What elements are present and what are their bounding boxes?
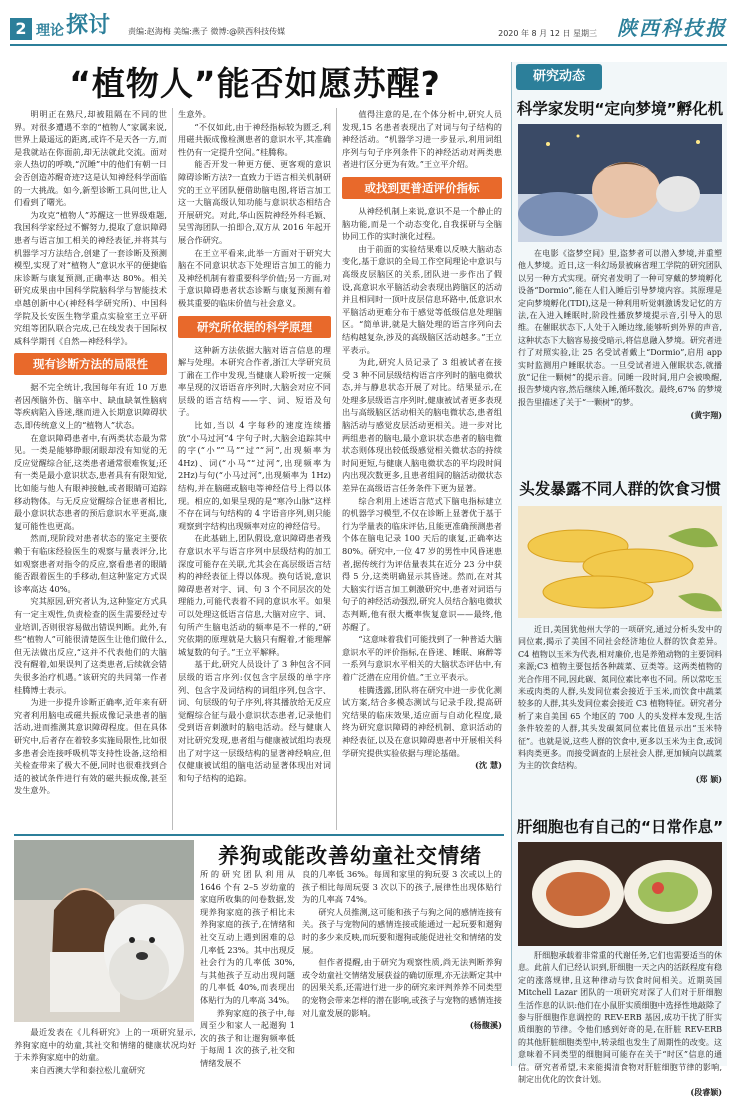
page-number: 2 [10,18,32,40]
subheading-evaluation: 或找到更普适评价指标 [342,177,502,199]
main-article-column-1 [14,108,167,830]
paragraph: 在此基础上,团队假设,意识障碍患者残存意识水平与语言序列中层级结构的加工深度可能存在关联,尤其会在高层级语言结构的神经表征上得以体现。换句话说,意识障碍患者对字、词、句 3 个不同层次的处理能力,可能代表着不同的意识水平。如果可以处理这低语言信息,大脑对应字、词、句所产生脑电活动的频率是不一样的,“研究依期的原理就是大脑只有醒着,才能理解城复数的句子。”王立平解释。 [178,533,331,657]
girl-with-dog-photo [14,840,194,1022]
paragraph: 基于此,研究人员设计了 3 种包含不同层级的语言序列:仅包含字层级的单字序列、包含字及词结构的词组序列,包含字、词、句层级的句子序列,将其播放给无反应觉醒综合征与最小意识状态患者,记录他们受到语音刺激时的脑电活动。经与健康人对比研究发现,患者组与健康被试组均表现出了对字这一层级结构的显著神经响应,但仅健康被试组的脑电活动显著体现出对词和句子结构的追踪。 [178,659,331,783]
bottom-article-caption [14,1026,196,1075]
paragraph: 能否开发一种更方便、更客观的意识障碍诊断方法?一直致力于语言相关机制研究的王立平团队便借助脑电图,将语言加工这一大脑高级认知功能与意识状态相结合开展研究。对此,华山医院神经外科毛颖、吴雪海团队一拍即合,双方从 2016 年起开展合作研究。 [178,159,331,245]
sleeping-child-photo [518,124,722,242]
paragraph: 在意识障碍患者中,有两类状态最为常见。一类是能够睁眼闭眼却没有知觉的无反应觉醒综合征,这类患者通常很难恢复;还有一类是最小意识状态,患者具有有限知觉,比如能与他人有眼神接触,或者眼睛可追踪移动物体。与无反应觉醒综合征患者相比,最小意识状态患者的预后意识水平更高,康复可能性也更高。 [14,432,167,531]
paragraph: 为此,研究人员记录了 3 组被试者在接受 3 种不同层级结构语言序列时的脑电微状态,并与静息状态开展了对比。结果显示,在处理多层级语言序列时,健康被试者更多表现出与高级脑区活动相关的脑电微状态,患者组脑活动与感觉皮层活动更相关。进一步对比两组患者的脑电,最小意识状态患者的脑电微状态则体现出较低级感觉相关微状态的持续时间更短,与健康人脑电微状态的平均段时间内出现次数更多,且患者组间的脑活动微状态差异在高级语言任务条件下更为显著。 [342,357,502,494]
section-label-tantao: 探讨 [66,13,111,38]
paragraph: 近日,美国犹他州大学的一项研究,通过分析头发中的同位素,揭示了美国不同社会经济地位人群的饮食差异。C4 植物以玉米为代表,相对廉价,也是养殖动物的主要饲料来源;C3 植物主要包括各种蔬菜、豆类等。这两类植物的光合作用不同,因此碳、氮同位素比率也不同。所以常吃玉米或肉类的人群,头发同位素会接近于玉米,而饮食中蔬菜较多的人群,其头发同位素会接近 C3 植物特征。研究者分析了来自美国 65 个地区的 700 人的头发样本发现,生活条件较差的人群,其头发碳氮同位素比值显示出“玉米特征”。也就是说,这些人群的饮食中,更多以玉米为主食,或饲料肉类更多。而接受调查的上层社会人群,更加倾向以蔬菜为主的饮食结构。 [518,625,722,771]
bottom-article-title: 养狗或能改善幼童社交情绪 [218,844,482,868]
bottom-article-column-2 [302,868,502,1064]
paragraph: 肝细胞承载着非常重的代谢任务,它们也需要适当的休息。此前人们已经认识到,肝细胞一天之内的活跃程度有稳定的涨落规律,且这种律动与饮食时间相关。近期英国 Mitchell Lazar 团队的一项研究对深了人们对于肝细胞生活作息的认识:他们在小鼠肝实质细胞中选择性地敲除了参与肝细胞作息调控的 REV-ERB 基因,成功干扰了肝实质细胞的节律。令他们感到好奇的是,在肝脏 REV-ERB 的其他肝脏细胞类型中,转录组也发生了周期性的改变。这意味着不同类型的细胞间可能存在关于“时区”信息的通信。研究者希望,未来能揭清食物对肝脏细胞节律的影响,制定出优化的饮食计划。 [518,951,722,1085]
editors-line: 责编:赵海梅 美编:燕子 微博:@陕西科技传媒 [128,27,286,36]
paragraph: 最近发表在《儿科研究》上的一项研究显示,养狗家庭中的幼童,其社交和情绪的健康状况均好于未养狗家庭中的幼童。 [14,1027,196,1063]
newspaper-name: 陕西科技报 [617,16,727,40]
byline: (郑 颖) [695,773,722,784]
paragraph: 来自西澳大学和泰拉松儿童研究 [30,1064,146,1075]
story-hair-title: 头发暴露不同人群的饮食习惯 [519,480,721,498]
story-dream-body [518,248,722,470]
column-divider [172,108,173,830]
main-article-column-3 [342,108,502,830]
paragraph: 所的研究团队利用从 1646 个有 2–5 岁幼童的家庭所收集的问卷数据,发现养狗家庭的孩子相比未养狗家庭的孩子,在情绪和社交互动上遇到困难的总几率低 23%。其中出现反社会行为的几率低 30%,与其他孩子互动出现问题的几率低 40%,而表现出体贴行为的几率高 34%。 [200,869,295,1005]
paragraph: 比如,当以 4 字每秒的速度连续播放“小马过河”4 字句子时,大脑会追踪其中的字(“小”“马”“过”“河”,出现频率为 4Hz)、词(“小马”“过河”,出现频率为 2Hz)与句(“小马过河”,出现频率为 1Hz)结构,并在脑磁或脑电等神经信号上得以体现。相应的,如果呈现的是“寒冷山脉”这样不存在词与句结构的 4 字语音序列,则只能观察到字结构出现频率对应的神经信号。 [178,420,331,531]
byline: (段睿颖) [690,1087,722,1098]
paragraph: 研究人员推测,这可能和孩子与狗之间的感情连接有关。孩子与宠物间的感情连接或能通过一起玩要和遛狗时的多少来反映,而玩要和遛狗或能促进社交和情绪的发展。 [302,906,502,955]
publication-date: 2020 年 8 月 12 日 星期三 [498,29,597,38]
masthead [10,6,727,46]
paragraph: 究其原因,研究者认为,这种鉴定方式具有一定主观性,负责检查的医生需要经过专业培训,否则很容易做出错误判断。此外,有些“植物人”可能很清楚医生让他们做什么,但无法做出反应,“这并不代表他们的大脑没有醒着,如果误判了这类患者,后续就会错失很多治疗机遇。”该研究的共同第一作者桂腾博士表示。 [14,596,167,695]
subheading-limitations: 现有诊断方法的局限性 [14,353,167,375]
paragraph: 但作者提醒,由于研究为观察性质,尚无法判断养狗或令幼童社交情绪发展获益的确切原理,亦无法断定其中的因果关系,还需进行进一步的研究来评判养养不同类型的宠物会带来怎样的潜在影响,或孩子与宠物的感情连接对儿童发展的影响。 [302,957,502,1018]
paragraph: 由于前面的实验结果难以反映大脑动态变化,基于意识的全局工作空间理论中意识与高级皮层脑区的关系,团队进一步作出了假设,高意识水平脑活动会表现出跨脑区的活动并且相同时一顶叶皮层信息环路中,低意识水平脑活动更难分布于感觉等低级信息处理脑区。“简单讲,就是大脑处理的语言序列向去结构越复杂,涉及的高级脑区活动越多。”王立平表示。 [342,243,502,355]
paragraph: 明明正在熟尺,却被阻隔在不同的世界。对很多遭遇不幸的“植物人”家属来说,世界上最遥远的距离,或许不是天各一方,而是我就站在你面前,却无法就此交流。面对亲人热切的呼唤,“沉睡”中的他们有朝一日会否创造苏醒奇迹?这是认知神经科学面临的一大挑战。如今,新型诊断工具问世,让人们看到了曙光。 [14,109,167,208]
main-article-column-2 [178,108,331,830]
subheading-principle: 研究所依据的科学原理 [178,316,331,338]
story-dream-title: 科学家发明“定向梦境”孵化机 [516,100,724,118]
paragraph: 然而,现阶段对患者状态的鉴定主要依赖于有临床经验医生的观察与量表评分,比如观察患者对指令的反应,察看患者的眼睛能否跟着医生的手移动,但这种鉴定方式误诊率高达 40%。 [14,533,167,594]
byline: (杨馥溪) [469,1020,502,1031]
paragraph: 良的几率低 36%。每周和家里的狗玩耍 3 次或以上的孩子相比每周玩耍 3 次以下的孩子,展律性出现体贴行为的几率高 74%。 [302,869,502,905]
bottom-article-rule [14,834,504,836]
paragraph: 从神经机制上来说,意识不是一个静止的脑功能,而是一个动态变化,自我探研与全脑协同工作的实时演化过程。 [342,205,502,242]
paragraph: 值得注意的是,在个体分析中,研究人员发现,15 名患者表现出了对词与句子结构的神经活动。“机器学习进一步显示,利用词组序列与句子序列条件下的神经活动对两类患者进行区分更为有效。”王立平介绍。 [342,109,502,170]
paragraph: “不仅如此,由于神经指标较为匮乏,利用磁共振成像检测患者的意识水平,其准确性仍有一定提升空间。”桂腾称。 [178,121,331,157]
food-photo [518,842,722,946]
paragraph: “这意味着我们可能找到了一种普适大脑意识水平的评价指标,在昏迷、睡眠、麻醉等一系列与意识水平相关的大脑状态评估中,有着广泛潜在应用价值。”王立平表示。 [342,634,502,682]
paragraph: 在电影《盗梦空间》里,盗梦者可以潜入梦境,并重塑他人梦境。近日,这一科幻场景被麻省理工学院的研究团队以另一种方式实现。研究者发明了一种可穿戴的梦境孵化设备“Dormio”,能在人们入睡后引导梦境内容。其原理是定向梦境孵化(TDI),这是一种利用听觉刺激诱发记忆的方法,在入进入睡眠时,阶段性播放梦境提示音,引导入的思维。在催眠状态下,人处于入睡边缘,能够听到外界的声音,这种状态下大脑容易接受暗示,将信息融入梦境。研究者进行了对照实验,让 25 名受试者戴上“Dormio”,启用 app 实时监测用户睡眠状态。一旦受试者进入催眠状态,就播放“记住一颗树”的提示音。同睡一段时间,用户会被唤醒,报告梦境内容,然后继续入睡,循环数次。最终,67% 的梦境报告里描述了关于“一颗树”的梦。 [518,249,722,407]
bottom-article-column-1 [200,868,295,1068]
section-label-lilun: 理论 [36,23,64,39]
story-hair-body [518,624,722,810]
paragraph: 在王立平看来,此举一方面对于研究大脑在不同意识状态下处理语言加工的能力及神经机制有着重要科学价值;另一方面,对于意识障碍患者状态诊断与康复预测有着极其重要的临床价值与社会意义。 [178,247,331,308]
research-news-sidebar [511,62,727,1098]
byline: (黄宇翔) [690,410,722,421]
paragraph: 养狗家庭的孩子中,每周至少和家人一起遛狗 1 次的孩子和让遛狗频率低于每周 1 次的孩子,社交和情绪发展不 [200,1007,295,1068]
paragraph: 为攻克“植物人”苏醒这一世界级难题,我国科学家经过不懈努力,提取了意识障碍患者与语言加工相关的神经表征,并将其与机器学习方法结合,创建了一套诊断及预测模型,实现了对“植物人”意识水平的便捷临床诊断与康复预测,正确率达 80%。相关研究成果由中国科学院脑科学与智能技术卓越创新中心(神经科学研究所)、中国科学院及长安医生物学重点实验室王立平研究组等团队联合完成,已在线发表于国际权威科学期刊《自然—神经科学》。 [14,209,167,346]
story-liver-body [518,950,722,1110]
paragraph: 桂腾透露,团队将在研究中进一步优化测试方案,结合多模态测试与记录手段,提高研究结果的临床效果,适应面与自动化程度,最终为研究意识障碍的神经机制、意识活动的神经表征,以及在意识障碍患者中开展相关科学研究提供实验依据与理论基础。 [342,684,502,758]
paragraph: 为进一步提升诊断正确率,近年来有研究者利用脑电或磁共振成像记录患者的脑活动,进而推测其意识障碍程度。但在具体研究中,后者存在着较多实施局限性,比如很多患者会连接呼吸机等支持性设备,这给相关检查带来了极大不便,同时也很难找到合适的被试条件进行有效的磁共振成像,甚至发生意外。 [14,697,167,796]
paragraph: 这种新方法依据大脑对语言信息的理解与处理。本研究合作者,浙江大学研究员丁鼐在工作中发现,当健康人聆听按一定频率呈现的汉语语音序列时,大脑会对应不同层级的语言结构——字、词、短语及句子。 [178,344,331,418]
paragraph: 据不完全统计,我国每年有近 10 万患者因颅脑外伤、脑卒中、缺血缺氧性脑病等疾病陷入昏迷,继而进入长期意识障碍状态,即传统意义上的“植物人”状态。 [14,382,167,431]
corn-photo [518,506,722,618]
paragraph: 生意外。 [178,109,211,119]
paragraph: 综合利用上述语言范式下脑电指标建立的机器学习模型,不仅在诊断上显著优于基于行为学量表的临床评估,且能更准确预测患者个体在脑电记录 100 天后的康复,正确率达 80%。研究中,一位 47 岁的男性中风昏迷患者,据传统行为评估量表其在近分 23 分中获得 5 分,这类明确显示其昏迷。然而,在对其大脑实行语言加工刺激研究中,患者对词语与句子的神经活动强烈,研究人员结合脑电微状态判断,他有很大概率恢复意识——最终,他苏醒了。 [342,495,502,632]
main-article-title: “植物人”能否如愿苏醒? [69,64,441,103]
column-divider [336,108,337,830]
story-liver-title: 肝细胞也有自己的“日常作息” [516,818,724,836]
sidebar-tag: 研究动态 [516,64,602,90]
byline: (沈 慧) [475,760,502,771]
